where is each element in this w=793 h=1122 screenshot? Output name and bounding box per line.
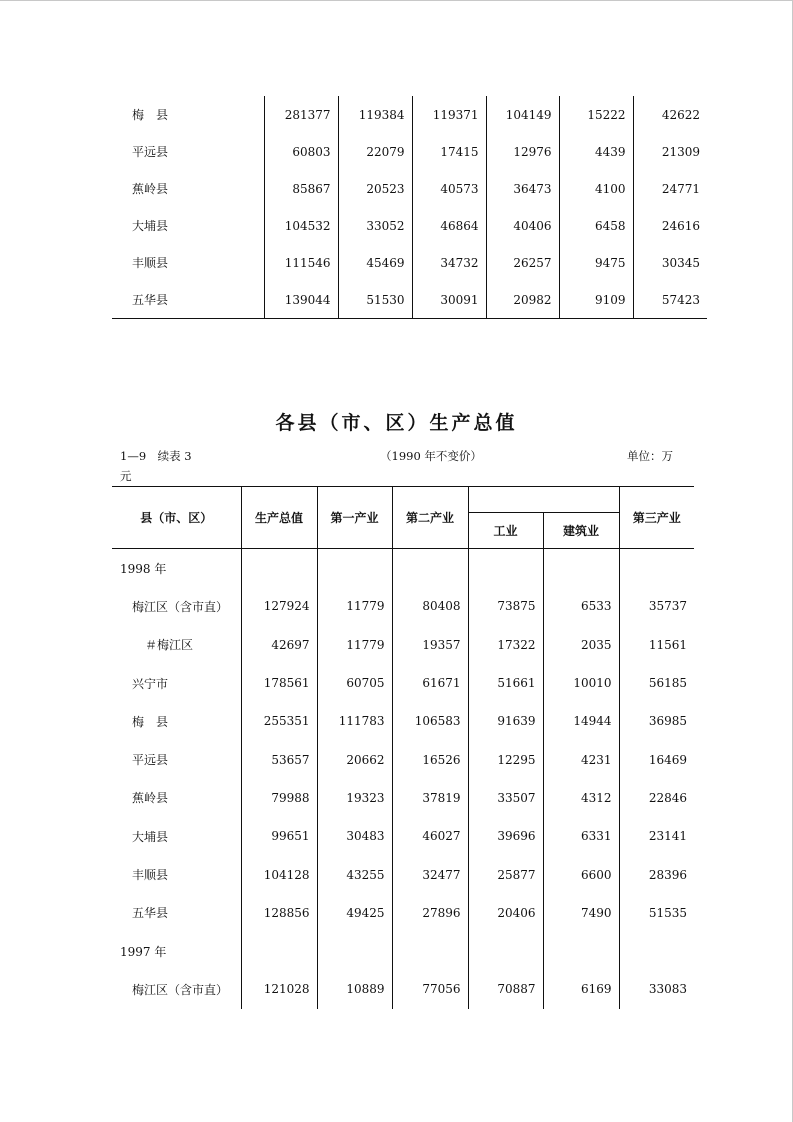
primary-value: 20523 [338,170,412,207]
secondary-value: 32477 [392,855,468,893]
header-tertiary: 第三产业 [619,487,694,549]
county-name: 梅 县 [132,714,169,729]
industry-value: 26257 [486,244,559,281]
table-row [112,740,694,778]
secondary-value [392,549,468,588]
secondary-value: 19357 [392,626,468,664]
table-row [112,244,707,281]
header-primary: 第一产业 [317,487,392,549]
primary-value: 19323 [317,779,392,817]
industry-value: 104149 [486,96,559,133]
table-row [112,817,694,855]
tertiary-value [619,549,694,588]
primary-value: 49425 [317,894,392,932]
table-row [112,894,694,932]
construction-value: 7490 [543,894,619,932]
gdp-value [241,932,317,970]
primary-value: 11779 [317,626,392,664]
primary-value: 119384 [338,96,412,133]
industry-value: 20406 [468,894,543,932]
table-row [112,626,694,664]
gdp-value: 85867 [264,170,338,207]
table-row [112,133,707,170]
tertiary-value: 24771 [633,170,707,207]
primary-value: 33052 [338,207,412,244]
industry-value: 36473 [486,170,559,207]
gdp-value: 104532 [264,207,338,244]
industry-value [468,932,543,970]
industry-value: 73875 [468,587,543,625]
price-basis-note: （1990 年不变价） [380,449,482,463]
primary-value: 111783 [317,702,392,740]
table-number: 1—9 续表 3 [120,449,192,463]
table-row [112,281,707,319]
construction-value: 4100 [559,170,633,207]
tertiary-value: 30345 [633,244,707,281]
construction-value: 4231 [543,740,619,778]
county-name: 梅江区（含市直） [132,982,229,997]
secondary-value: 46864 [412,207,486,244]
county-name: 兴宁市 [132,676,169,691]
table-row [112,664,694,702]
construction-value: 15222 [559,96,633,133]
table-row [112,170,707,207]
unit-label-continued: 元 [120,469,132,483]
industry-value: 33507 [468,779,543,817]
county-name: 平远县 [132,145,169,159]
industry-value: 20982 [486,281,559,319]
gdp-value: 60803 [264,133,338,170]
tertiary-value: 11561 [619,626,694,664]
tertiary-value: 22846 [619,779,694,817]
table-row [112,549,694,588]
gdp-value: 127924 [241,587,317,625]
construction-value: 6169 [543,970,619,1008]
unit-label: 单位：万 [627,449,673,463]
tertiary-value: 23141 [619,817,694,855]
gdp-value: 99651 [241,817,317,855]
gdp-value: 79988 [241,779,317,817]
secondary-value: 61671 [392,664,468,702]
primary-value [317,932,392,970]
secondary-value: 30091 [412,281,486,319]
county-name: 五华县 [132,293,169,307]
industry-value: 70887 [468,970,543,1008]
industry-value: 51661 [468,664,543,702]
tertiary-value: 42622 [633,96,707,133]
industry-value: 17322 [468,626,543,664]
header-industry: 工业 [468,513,543,549]
page-title: 各县（市、区）生产总值 [275,412,518,434]
county-name: 丰顺县 [132,868,169,883]
tertiary-value: 24616 [633,207,707,244]
county-name: 蕉岭县 [132,791,169,806]
secondary-value: 46027 [392,817,468,855]
tertiary-value: 33083 [619,970,694,1008]
secondary-value: 16526 [392,740,468,778]
table-row [112,932,694,970]
construction-value: 9109 [559,281,633,319]
table-row [112,855,694,893]
tertiary-value: 21309 [633,133,707,170]
tertiary-value: 36985 [619,702,694,740]
header-secondary: 第二产业 [392,487,468,549]
gdp-value: 178561 [241,664,317,702]
primary-value: 51530 [338,281,412,319]
gdp-value: 53657 [241,740,317,778]
primary-value: 20662 [317,740,392,778]
table-row [112,207,707,244]
gdp-value: 121028 [241,970,317,1008]
county-name: ＃梅江区 [145,638,194,653]
table-row [112,970,694,1008]
secondary-value: 17415 [412,133,486,170]
secondary-value [392,932,468,970]
secondary-value: 34732 [412,244,486,281]
construction-value: 9475 [559,244,633,281]
gdp-value: 104128 [241,855,317,893]
construction-value: 6331 [543,817,619,855]
industry-value: 12976 [486,133,559,170]
table-row [112,702,694,740]
secondary-value: 77056 [392,970,468,1008]
primary-value: 30483 [317,817,392,855]
gdp-value: 281377 [264,96,338,133]
page-edge-top [0,0,793,1]
secondary-value: 27896 [392,894,468,932]
tertiary-value [619,932,694,970]
county-name: 梅江区（含市直） [132,599,229,614]
secondary-value: 119371 [412,96,486,133]
gdp-value [241,549,317,588]
tertiary-value: 28396 [619,855,694,893]
construction-value [543,549,619,588]
construction-value: 4312 [543,779,619,817]
county-name: 五华县 [132,906,169,921]
county-name: 梅 县 [132,108,169,122]
continuation-table [112,96,707,319]
primary-value: 60705 [317,664,392,702]
industry-value: 12295 [468,740,543,778]
gdp-value: 42697 [241,626,317,664]
county-name: 大埔县 [132,219,169,233]
construction-value: 6600 [543,855,619,893]
gdp-value: 255351 [241,702,317,740]
county-name: 蕉岭县 [132,182,169,196]
construction-value: 14944 [543,702,619,740]
industry-value: 91639 [468,702,543,740]
primary-value: 43255 [317,855,392,893]
primary-value: 11779 [317,587,392,625]
secondary-value: 106583 [392,702,468,740]
secondary-value: 40573 [412,170,486,207]
table-row [112,96,707,133]
construction-value: 6458 [559,207,633,244]
primary-value: 22079 [338,133,412,170]
construction-value: 10010 [543,664,619,702]
gdp-value: 128856 [241,894,317,932]
table-row [112,779,694,817]
header-gdp: 生产总值 [241,487,317,549]
industry-value: 40406 [486,207,559,244]
secondary-value: 80408 [392,587,468,625]
industry-value: 25877 [468,855,543,893]
primary-value [317,549,392,588]
table-row [112,587,694,625]
header-construction: 建筑业 [543,513,619,549]
header-secondary-group [468,487,619,513]
year-label: 1998 年 [120,561,167,576]
tertiary-value: 56185 [619,664,694,702]
tertiary-value: 57423 [633,281,707,319]
tertiary-value: 16469 [619,740,694,778]
year-label: 1997 年 [120,944,167,959]
gdp-table [112,486,694,1009]
primary-value: 10889 [317,970,392,1008]
industry-value: 39696 [468,817,543,855]
county-name: 大埔县 [132,829,169,844]
tertiary-value: 51535 [619,894,694,932]
county-name: 平远县 [132,753,169,768]
tertiary-value: 35737 [619,587,694,625]
primary-value: 45469 [338,244,412,281]
construction-value: 2035 [543,626,619,664]
gdp-value: 139044 [264,281,338,319]
secondary-value: 37819 [392,779,468,817]
construction-value: 4439 [559,133,633,170]
county-name: 丰顺县 [132,256,169,270]
industry-value [468,549,543,588]
construction-value [543,932,619,970]
construction-value: 6533 [543,587,619,625]
gdp-value: 111546 [264,244,338,281]
header-county: 县（市、区） [112,487,241,549]
